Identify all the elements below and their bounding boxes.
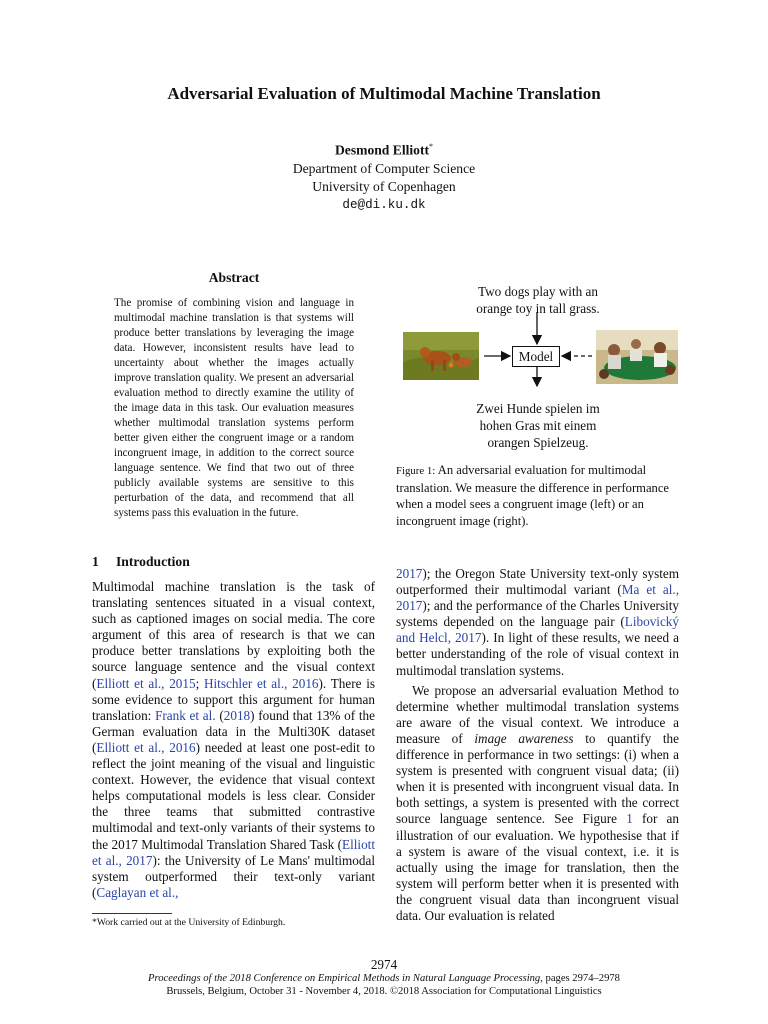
emphasis-term: image awareness <box>474 730 574 746</box>
author-email: de@di.ku.dk <box>342 197 426 212</box>
section-heading <box>92 554 190 570</box>
citation-link[interactable]: Frank et al. <box>155 707 216 723</box>
citation-link[interactable]: Libovický and Helcl, 2017 <box>396 614 679 646</box>
abstract-heading: Abstract <box>208 270 260 285</box>
citation-link[interactable]: Caglayan et al., <box>96 884 179 900</box>
people-image <box>596 330 678 384</box>
figure-label: Figure 1: <box>396 465 436 477</box>
footnote-rule <box>92 913 172 914</box>
figure-source-sentence: Two dogs play with an orange toy in tall grass. <box>476 284 600 316</box>
proceedings-pages: , pages 2974–2978 <box>540 973 620 984</box>
citation-link[interactable]: Elliott et al., 2016 <box>96 739 196 755</box>
intro-paragraph: Multimodal machine translation is the task of translating sentences situated in a visual context, such as captioned images on social media. The core argument of this area of research is that we can produce better translations by exploiting both the source language sentence and the visual context (Elliott et al., 2015; Hitschler et al., 2016). There is some evidence to support this argument for human translation: Frank et al. (2018) found that 13% of the German evaluation data in the Multi30K dataset (Elliott et al., 2016) needed at least one post-edit to reflect the joint meaning of the visual and linguistic context. However, the evidence that visual context helps computational models is less clear. Consider the three teams that submitted contrastive multimodal and text-only variants of their systems to the 2017 Multimodal Translation Shared Task (Elliott et al., 2017): the University of Le Mans' multimodal system outperformed their text-only variant (Caglayan et al., <box>92 579 375 900</box>
footnote: *Work carried out at the University of Edinburgh. <box>92 917 286 928</box>
citation-link[interactable]: 2018 <box>223 707 251 723</box>
paper-title: Adversarial Evaluation of Multimodal Machine Translation <box>167 84 601 103</box>
citation-link[interactable]: Ma et al., 2017 <box>396 582 679 614</box>
right-column-text <box>396 566 679 924</box>
citation-link[interactable]: Elliott et al., 2015 <box>96 675 196 691</box>
figure-ref-link[interactable]: 1 <box>626 811 633 827</box>
author-footnote-mark: * <box>429 142 434 151</box>
citation-link[interactable]: Elliott et al., 2017 <box>92 836 375 868</box>
section-title: Introduction <box>116 554 190 569</box>
author-block <box>0 138 768 214</box>
author-department: Department of Computer Science <box>292 160 476 176</box>
section-number: 1 <box>92 554 99 569</box>
proceedings-location: Brussels, Belgium, October 31 - November 4, 2018. ©2018 Association for Computational Linguistics <box>166 986 602 997</box>
citation-link[interactable]: 2017 <box>396 566 423 581</box>
proceedings-footer <box>0 972 768 998</box>
dogs-image <box>403 332 479 380</box>
figure-caption: Figure 1: An adversarial evaluation for multimodal translation. We measure the difference in performance when a model sees a congruent image (left) or an incongruent image (right). <box>396 463 670 528</box>
abstract-text: The promise of combining vision and language in multimodal machine translation is that systems will produce better translations by leveraging the image data. However, inconsistent results have lead to uncertainty about whether the images actually improve translation quality. We present an adversarial evaluation method to directly examine the utility of the image data in this task. Our evaluation measures whether multimodal translation systems perform better given either the congruent image or a random incongruent image, in addition to the correct source language sentence. We find that two out of three publicly available systems are sensitive to this perturbation of the data, and recommend that all systems pass this evaluation in the future. <box>114 297 354 519</box>
figure-target-sentence: Zwei Hunde spielen im hohen Gras mit einem orangen Spielzeug. <box>476 401 600 450</box>
proposal-paragraph: We propose an adversarial evaluation Method to determine whether multimodal translation systems are aware of the visual context. We introduce a measure of image awareness to quantify the difference in performance in two settings: (i) when a system is presented with congruent visual data; (ii) when it is presented with incongruent visual data. In both settings, a system is presented with the correct source language sentence. See Figure 1 for an illustration of our evaluation. We hypothesise that if a system is aware of the visual context, i.e. it is actually using the image for translation, then the system will perform better when it is presented with the congruent visual data than incongruent visual data. Our evaluation is related <box>396 682 680 923</box>
left-column-text <box>92 579 375 901</box>
citation-link[interactable]: Hitschler et al., 2016 <box>203 675 319 691</box>
author-university: University of Copenhagen <box>312 178 456 194</box>
page-number: 2974 <box>370 957 398 972</box>
proceedings-venue: Proceedings of the 2018 Conference on Empirical Methods in Natural Language Processing <box>148 973 541 984</box>
author-name: Desmond Elliott <box>334 142 430 158</box>
model-box: Model <box>512 346 560 367</box>
paragraph-continued: 2017); the Oregon State University text-only system outperformed their multimodal variant (Ma et al., 2017); and the performance of the Charles University systems depended on the language pair (Libovický and Helcl, 2017). In light of these results, we need a better understanding of the role of visual context in multimodal translation systems. <box>396 566 679 678</box>
